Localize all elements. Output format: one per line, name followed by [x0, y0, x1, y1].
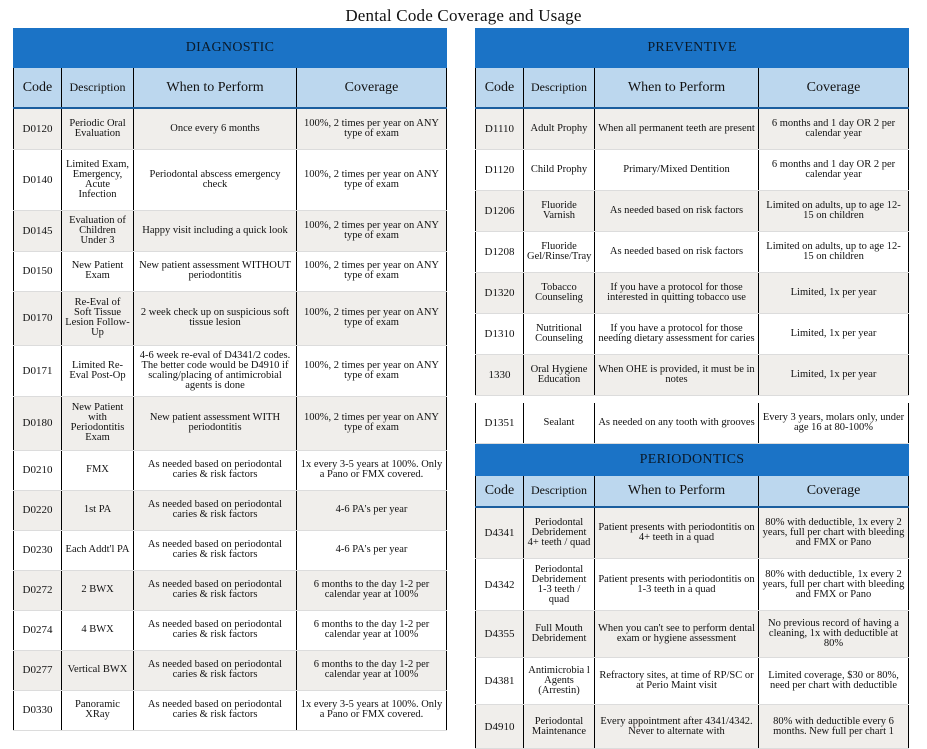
table-row	[14, 570, 447, 610]
when-cell: When all permanent teeth are present	[595, 108, 759, 149]
description-cell: FMX	[62, 450, 134, 490]
when-cell: As needed based on periodontal caries & risk factors	[134, 570, 297, 610]
code-cell: D4341	[476, 507, 524, 559]
description-cell: Limited Exam, Emergency, Acute Infection	[62, 149, 134, 210]
table-row	[14, 690, 447, 730]
when-cell: 4-6 week re-eval of D4341/2 codes. The better code would be D4910 if scaling/placing of antimicrobial agents is done	[134, 345, 297, 396]
table-row	[476, 658, 909, 705]
periodontics-table	[475, 444, 909, 749]
code-cell: D0277	[14, 650, 62, 690]
when-cell: Periodontal abscess emergency check	[134, 149, 297, 210]
description-cell: 2 BWX	[62, 570, 134, 610]
coverage-cell: 1x every 3-5 years at 100%. Only a Pano or FMX covered.	[297, 450, 447, 490]
code-cell: D0150	[14, 251, 62, 291]
diagnostic-section-header: DIAGNOSTIC	[14, 28, 447, 68]
code-cell: D1310	[476, 313, 524, 354]
when-cell: Patient presents with periodontitis on 4+ teeth in a quad	[595, 507, 759, 559]
when-cell: Patient presents with periodontitis on 1-3 teeth in a quad	[595, 559, 759, 611]
description-cell: Adult Prophy	[524, 108, 595, 149]
when-cell: As needed based on risk factors	[595, 190, 759, 231]
description-cell: New Patient Exam	[62, 251, 134, 291]
coverage-cell: 100%, 2 times per year on ANY type of exam	[297, 251, 447, 291]
when-cell: As needed based on periodontal caries & risk factors	[134, 650, 297, 690]
coverage-cell: 6 months and 1 day OR 2 per calendar year	[759, 149, 909, 190]
coverage-cell: 100%, 2 times per year on ANY type of exam	[297, 108, 447, 149]
code-cell: D1120	[476, 149, 524, 190]
table-row	[476, 507, 909, 559]
coverage-cell: Limited on adults, up to age 12-15 on children	[759, 190, 909, 231]
coverage-cell: 80% with deductible, 1x every 2 years, full per chart with bleeding and FMX or Pano	[759, 507, 909, 559]
code-cell: D4355	[476, 611, 524, 658]
table-row	[14, 650, 447, 690]
table-row	[14, 291, 447, 345]
coverage-cell: Limited on adults, up to age 12-15 on children	[759, 231, 909, 272]
code-cell: D0210	[14, 450, 62, 490]
description-cell: Periodontal Debridement 1-3 teeth / quad	[524, 559, 595, 611]
table-row	[14, 108, 447, 149]
coverage-cell: Limited, 1x per year	[759, 354, 909, 395]
code-cell: D1320	[476, 272, 524, 313]
table-row	[14, 530, 447, 570]
column-header-when: When to Perform	[134, 68, 297, 108]
description-cell: Evaluation of Children Under 3	[62, 210, 134, 251]
coverage-cell: Limited, 1x per year	[759, 272, 909, 313]
description-cell: Periodontal Maintenance	[524, 705, 595, 749]
coverage-cell: Limited, 1x per year	[759, 313, 909, 354]
preventive-panel	[475, 28, 908, 749]
table-row	[476, 313, 909, 354]
column-header-description: Description	[62, 68, 134, 108]
code-cell: D0180	[14, 396, 62, 450]
coverage-cell: 6 months to the day 1-2 per calendar year at 100%	[297, 650, 447, 690]
table-row	[476, 705, 909, 749]
code-cell: D1351	[476, 403, 524, 443]
coverage-cell: 100%, 2 times per year on ANY type of exam	[297, 291, 447, 345]
table-gap	[476, 395, 909, 403]
when-cell: New patient assessment WITHOUT periodontitis	[134, 251, 297, 291]
column-header-coverage: Coverage	[297, 68, 447, 108]
description-cell: Re-Eval of Soft Tissue Lesion Follow-Up	[62, 291, 134, 345]
description-cell: Fluoride Varnish	[524, 190, 595, 231]
table-row	[14, 610, 447, 650]
table-row	[14, 345, 447, 396]
description-cell: Limited Re-Eval Post-Op	[62, 345, 134, 396]
coverage-cell: 80% with deductible every 6 months. New full per chart 1	[759, 705, 909, 749]
table-row	[14, 450, 447, 490]
coverage-cell: 6 months to the day 1-2 per calendar year at 100%	[297, 570, 447, 610]
code-cell: D0145	[14, 210, 62, 251]
coverage-cell: 6 months to the day 1-2 per calendar year at 100%	[297, 610, 447, 650]
table-row	[476, 272, 909, 313]
code-cell: D4910	[476, 705, 524, 749]
code-cell: D4342	[476, 559, 524, 611]
when-cell: New patient assessment WITH periodontitis	[134, 396, 297, 450]
code-cell: 1330	[476, 354, 524, 395]
when-cell: As needed based on periodontal caries & risk factors	[134, 610, 297, 650]
code-cell: D0230	[14, 530, 62, 570]
table-row	[476, 190, 909, 231]
table-row	[14, 149, 447, 210]
table-row	[476, 354, 909, 395]
code-cell: D0171	[14, 345, 62, 396]
table-row	[476, 108, 909, 149]
periodontics-section-header: PERIODONTICS	[476, 444, 909, 476]
when-cell: As needed based on periodontal caries & risk factors	[134, 530, 297, 570]
coverage-cell: No previous record of having a cleaning, 1x with deductible at 80%	[759, 611, 909, 658]
when-cell: Every appointment after 4341/4342. Never to alternate with	[595, 705, 759, 749]
description-cell: Sealant	[524, 403, 595, 443]
when-cell: If you have a protocol for those needing dietary assessment for caries	[595, 313, 759, 354]
table-row	[476, 149, 909, 190]
code-cell: D0220	[14, 490, 62, 530]
code-cell: D4381	[476, 658, 524, 705]
page-title: Dental Code Coverage and Usage	[0, 6, 927, 26]
when-cell: When you can't see to perform dental exam or hygiene assessment	[595, 611, 759, 658]
description-cell: Child Prophy	[524, 149, 595, 190]
column-header-coverage: Coverage	[759, 476, 909, 507]
description-cell: Tobacco Counseling	[524, 272, 595, 313]
column-header-code: Code	[476, 68, 524, 108]
when-cell: As needed based on periodontal caries & risk factors	[134, 490, 297, 530]
diagnostic-panel	[13, 28, 446, 731]
coverage-cell: 1x every 3-5 years at 100%. Only a Pano or FMX covered.	[297, 690, 447, 730]
code-cell: D0330	[14, 690, 62, 730]
column-header-when: When to Perform	[595, 476, 759, 507]
table-row	[476, 231, 909, 272]
coverage-cell: 6 months and 1 day OR 2 per calendar year	[759, 108, 909, 149]
column-header-description: Description	[524, 476, 595, 507]
when-cell: As needed on any tooth with grooves	[595, 403, 759, 443]
column-header-description: Description	[524, 68, 595, 108]
when-cell: Once every 6 months	[134, 108, 297, 149]
preventive-table	[475, 28, 909, 444]
when-cell: As needed based on risk factors	[595, 231, 759, 272]
description-cell: Fluoride Gel/Rinse/Tray	[524, 231, 595, 272]
description-cell: Periodontal Debridement 4+ teeth / quad	[524, 507, 595, 559]
code-cell: D1208	[476, 231, 524, 272]
description-cell: Panoramic XRay	[62, 690, 134, 730]
table-row	[14, 490, 447, 530]
coverage-cell: 4-6 PA's per year	[297, 530, 447, 570]
description-cell: 4 BWX	[62, 610, 134, 650]
coverage-cell: 100%, 2 times per year on ANY type of exam	[297, 210, 447, 251]
coverage-cell: 100%, 2 times per year on ANY type of exam	[297, 396, 447, 450]
table-row	[476, 611, 909, 658]
code-cell: D0170	[14, 291, 62, 345]
coverage-cell: Every 3 years, molars only, under age 16 at 80-100%	[759, 403, 909, 443]
coverage-cell: 80% with deductible, 1x every 2 years, full per chart with bleeding and FMX or Pano	[759, 559, 909, 611]
coverage-cell: 100%, 2 times per year on ANY type of exam	[297, 345, 447, 396]
description-cell: Each Addt'l PA	[62, 530, 134, 570]
code-cell: D1206	[476, 190, 524, 231]
coverage-cell: Limited coverage, $30 or 80%, need per chart with deductible	[759, 658, 909, 705]
table-row	[14, 251, 447, 291]
code-cell: D0140	[14, 149, 62, 210]
description-cell: Nutritional Counseling	[524, 313, 595, 354]
code-cell: D0272	[14, 570, 62, 610]
coverage-cell: 100%, 2 times per year on ANY type of exam	[297, 149, 447, 210]
column-header-when: When to Perform	[595, 68, 759, 108]
when-cell: Primary/Mixed Dentition	[595, 149, 759, 190]
column-header-code: Code	[476, 476, 524, 507]
table-row	[476, 403, 909, 443]
when-cell: Happy visit including a quick look	[134, 210, 297, 251]
description-cell: New Patient with Periodontitis Exam	[62, 396, 134, 450]
when-cell: 2 week check up on suspicious soft tissue lesion	[134, 291, 297, 345]
description-cell: Oral Hygiene Education	[524, 354, 595, 395]
coverage-cell: 4-6 PA's per year	[297, 490, 447, 530]
preventive-section-header: PREVENTIVE	[476, 28, 909, 68]
table-row	[14, 210, 447, 251]
table-row	[14, 396, 447, 450]
when-cell: When OHE is provided, it must be in notes	[595, 354, 759, 395]
description-cell: Antimicrobia l Agents (Arrestin)	[524, 658, 595, 705]
when-cell: Refractory sites, at time of RP/SC or at Perio Maint visit	[595, 658, 759, 705]
table-row	[476, 559, 909, 611]
description-cell: Vertical BWX	[62, 650, 134, 690]
diagnostic-table	[13, 28, 447, 731]
column-header-coverage: Coverage	[759, 68, 909, 108]
column-header-code: Code	[14, 68, 62, 108]
code-cell: D1110	[476, 108, 524, 149]
when-cell: If you have a protocol for those interested in quitting tobacco use	[595, 272, 759, 313]
when-cell: As needed based on periodontal caries & risk factors	[134, 690, 297, 730]
code-cell: D0120	[14, 108, 62, 149]
code-cell: D0274	[14, 610, 62, 650]
when-cell: As needed based on periodontal caries & risk factors	[134, 450, 297, 490]
description-cell: Full Mouth Debridement	[524, 611, 595, 658]
description-cell: Periodic Oral Evaluation	[62, 108, 134, 149]
description-cell: 1st PA	[62, 490, 134, 530]
